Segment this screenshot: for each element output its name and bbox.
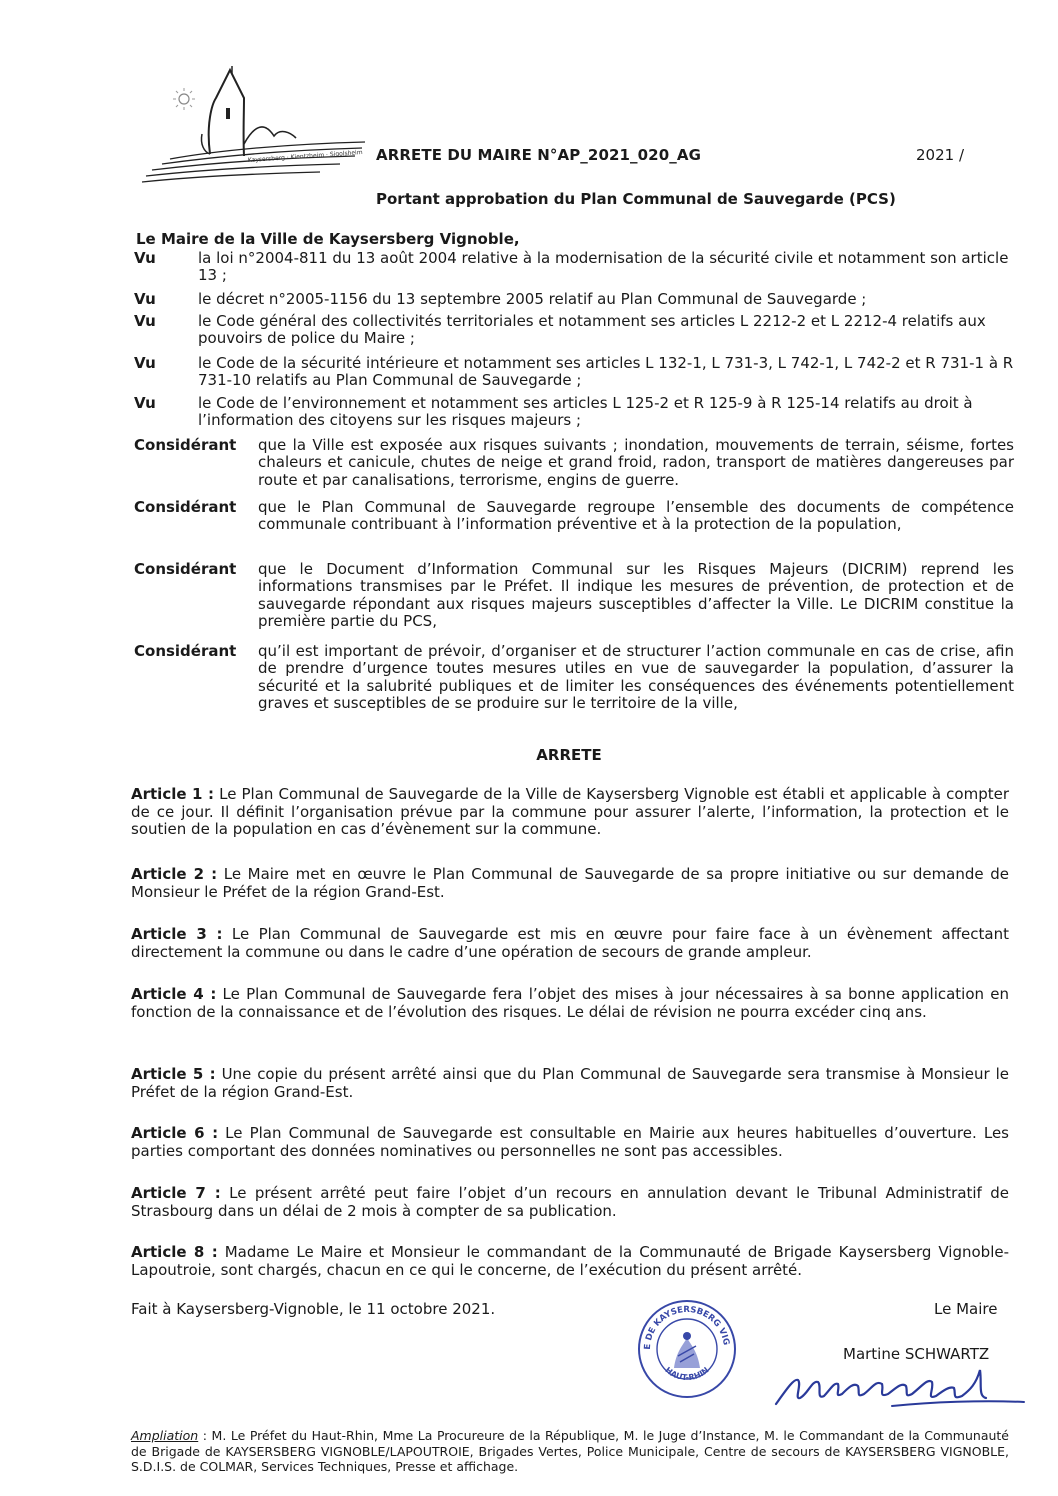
article-text: Le Plan Communal de Sauvegarde est consultable en Mairie aux heures habituelles d’ouverture. Les parties comportant des données nominatives ou personnelles ne sont pas accessibles. — [131, 1124, 1009, 1160]
article-4 — [131, 986, 1009, 1021]
considerant-clause — [134, 437, 1014, 489]
article-1 — [131, 786, 1009, 839]
considerant-keyword: Considérant — [134, 498, 237, 516]
arrete-heading-text: ARRETE — [536, 746, 602, 764]
considerant-clause — [134, 561, 1014, 631]
decree-title: ARRETE DU MAIRE N°AP_2021_020_AG — [376, 146, 701, 164]
article-label: Article 3 : — [131, 925, 223, 943]
signatory-name: Martine SCHWARTZ — [843, 1345, 990, 1363]
svg-text:MAIRIE DE KAYSERSBERG VIGNOBLE: E DE KAYSERSBERG VIG — [642, 1304, 731, 1350]
town-logo — [140, 64, 370, 194]
signatory-role: Le Maire — [934, 1300, 998, 1318]
decree-subtitle: Portant approbation du Plan Communal de Sauvegarde (PCS) — [376, 190, 896, 208]
handwritten-signature — [772, 1360, 1028, 1418]
considerant-keyword: Considérant — [134, 560, 237, 578]
considerant-clause — [134, 643, 1014, 713]
vu-keyword: Vu — [134, 312, 156, 330]
article-7 — [131, 1185, 1009, 1220]
article-text: Le présent arrêté peut faire l’objet d’un recours en annulation devant le Tribunal Administratif de Strasbourg dans un délai de 2 mois à compter de sa publication. — [131, 1184, 1010, 1220]
vu-clause — [134, 355, 1014, 389]
article-text: Le Plan Communal de Sauvegarde est mis en œuvre pour faire face à un évènement affectant directement la commune ou dans le cadre d’une opération de secours de grande ampleur. — [131, 925, 1009, 961]
article-8 — [131, 1244, 1009, 1279]
vu-clause — [134, 291, 1014, 308]
vu-keyword: Vu — [134, 394, 156, 412]
vu-text: la loi n°2004-811 du 13 août 2004 relative à la modernisation de la sécurité civile et notamment son article 13 ; — [198, 249, 1009, 284]
vu-clause — [134, 250, 1014, 284]
ampliation — [131, 1428, 1009, 1475]
vu-text: le Code général des collectivités territoriales et notamment ses articles L 2212-2 et L 2212-4 relatifs aux pouvoirs de police du Maire ; — [198, 312, 986, 347]
ampliation-text: : M. Le Préfet du Haut-Rhin, Mme La Procureure de la République, M. le Juge d’Instance, M. le Commandant de la Communauté de Brigade de KAYSERSBERG VIGNOBLE/LAPOUTROIE, Brigades Vertes, Police Municipale, Centre de secours de KAYSERSBERG VIGNOBLE, S.D.I.S. de COLMAR, Services Techniques, Presse et affichage. — [131, 1428, 1009, 1474]
vu-text: le Code de la sécurité intérieure et notamment ses articles L 132-1, L 731-3, L 742-1, L 742-2 et R 731-1 à R 731-10 relatifs au Plan Communal de Sauvegarde ; — [198, 354, 1014, 389]
vu-text: le décret n°2005-1156 du 13 septembre 2005 relatif au Plan Communal de Sauvegarde ; — [198, 290, 867, 308]
ampliation-label: Ampliation — [131, 1428, 199, 1443]
article-label: Article 6 : — [131, 1124, 219, 1142]
town-hall-seal — [636, 1298, 738, 1400]
article-2 — [131, 866, 1009, 901]
vu-clause — [134, 313, 1014, 347]
article-label: Article 1 : — [131, 785, 215, 803]
vu-keyword: Vu — [134, 354, 156, 372]
article-label: Article 7 : — [131, 1184, 221, 1202]
vu-keyword: Vu — [134, 249, 156, 267]
vu-clause — [134, 395, 1014, 429]
article-text: Une copie du présent arrêté ainsi que du Plan Communal de Sauvegarde sera transmise à Monsieur le Préfet de la région Grand-Est. — [131, 1065, 1009, 1101]
considerant-keyword: Considérant — [134, 436, 237, 454]
decree-year: 2021 / — [916, 146, 964, 164]
svg-text:HAUT-RHIN: HAUT-RHIN — [663, 1365, 711, 1383]
considerant-text: que la Ville est exposée aux risques suivants ; inondation, mouvements de terrain, séisme, fortes chaleurs et canicule, chutes de neige et grand froid, radon, transport de matières dangereuses par route et par canalisations, terrorisme, engins de guerre. — [258, 436, 1014, 489]
article-6 — [131, 1125, 1009, 1160]
article-text: Le Maire met en œuvre le Plan Communal de Sauvegarde de sa propre initiative ou sur demande de Monsieur le Préfet de la région Grand-Est. — [131, 865, 1009, 901]
logo-caption: Kaysersberg · Kientzheim · Sigolsheim — [247, 148, 363, 164]
article-3 — [131, 926, 1009, 961]
vu-keyword: Vu — [134, 290, 156, 308]
article-5 — [131, 1066, 1009, 1101]
arrete-heading — [0, 746, 1058, 764]
vu-text: le Code de l’environnement et notamment ses articles L 125-2 et R 125-9 à R 125-14 relatifs au droit à l’information des citoyens sur les risques majeurs ; — [198, 394, 973, 429]
article-label: Article 5 : — [131, 1065, 216, 1083]
considerant-text: que le Plan Communal de Sauvegarde regroupe l’ensemble des documents de compétence communale contribuant à l’information préventive et à la protection de la population, — [258, 498, 1014, 534]
done-at: Fait à Kaysersberg-Vignoble, le 11 octobre 2021. — [131, 1300, 496, 1318]
article-text: Le Plan Communal de Sauvegarde fera l’objet des mises à jour nécessaires à sa bonne application en fonction de la connaissance et de l’évolution des risques. Le délai de révision ne pourra excéder cinq ans. — [131, 985, 1010, 1021]
article-label: Article 2 : — [131, 865, 218, 883]
considerant-text: que le Document d’Information Communal sur les Risques Majeurs (DICRIM) reprend les informations transmises par le Préfet. Il indique les mesures de prévention, de protection et de sauvegarde répondant aux risques majeurs susceptibles d’affecter la Ville. Le DICRIM constitue la première partie du PCS, — [258, 560, 1014, 631]
mayor-heading: Le Maire de la Ville de Kaysersberg Vignoble, — [136, 230, 520, 248]
article-text: Le Plan Communal de Sauvegarde de la Ville de Kaysersberg Vignoble est établi et applicable à compter de ce jour. Il définit l’organisation prévue par la commune pour assurer l’alerte, l’information, la protection et le soutien de la population en cas d’évènement sur la commune. — [131, 785, 1009, 838]
considerant-text: qu’il est important de prévoir, d’organiser et de structurer l’action communale en cas de crise, afin de prendre d’urgence toutes mesures utiles en vue de sauvegarder la population, d’assurer la sécurité et la salubrité publiques et de limiter les conséquences des événements potentiellement graves et susceptibles de se produire sur le territoire de la ville, — [258, 642, 1014, 713]
considerant-clause — [134, 499, 1014, 534]
article-text: Madame Le Maire et Monsieur le commandant de la Communauté de Brigade Kaysersberg Vignoble-Lapoutroie, sont chargés, chacun en ce qui le concerne, de l’exécution du présent arrêté. — [131, 1243, 1009, 1279]
article-label: Article 8 : — [131, 1243, 218, 1261]
considerant-keyword: Considérant — [134, 642, 237, 660]
article-label: Article 4 : — [131, 985, 217, 1003]
